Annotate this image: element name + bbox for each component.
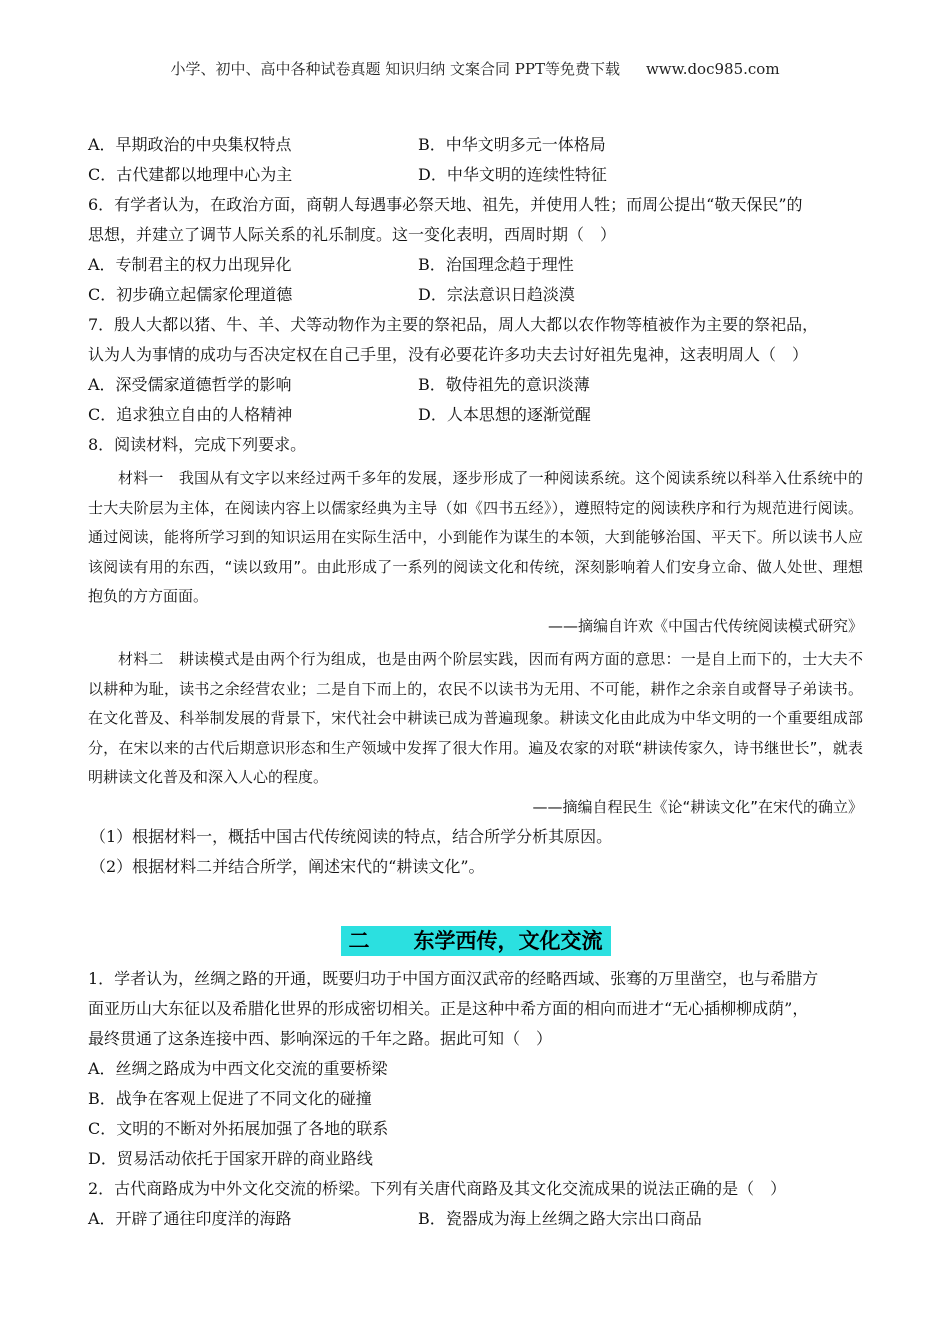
s2q2-options-row-1 <box>88 1204 863 1234</box>
section-2-number: 二 <box>345 926 374 956</box>
page-header <box>0 58 950 79</box>
q8-material-2-source: ——摘编自程民生《论“耕读文化”在宋代的确立》 <box>532 797 863 816</box>
s2q1-stem-line-2: 面亚历山大东征以及希腊化世界的形成密切相关。正是这种中希方面的相向而进才“无心插柳柳成荫”， <box>88 999 809 1018</box>
section-2-title: 东学西传，文化交流 <box>410 926 607 956</box>
q6-option-d: D．宗法意识日趋淡漠 <box>418 285 575 304</box>
q6-options-row-2 <box>88 280 863 310</box>
q5-option-b: B．中华文明多元一体格局 <box>418 135 606 154</box>
q6-stem-line-1: 6．有学者认为，在政治方面，商朝人每遇事必祭天地、祖先，并使用人牲；而周公提出“敬天保民”的 <box>88 195 803 214</box>
q8-subquestion-1: （1）根据材料一，概括中国古代传统阅读的特点，结合所学分析其原因。 <box>90 827 613 846</box>
q7-option-d: D．人本思想的逐渐觉醒 <box>418 405 591 424</box>
q6-option-c: C．初步确立起儒家伦理道德 <box>88 285 293 304</box>
q8-subquestion-2: （2）根据材料二并结合所学，阐述宋代的“耕读文化”。 <box>90 857 485 876</box>
s2q1-option-a: A．丝绸之路成为中西文化交流的重要桥梁 <box>88 1059 388 1078</box>
q7-options-row-2 <box>88 400 863 430</box>
q8-material-1-source: ——摘编自许欢《中国古代传统阅读模式研究》 <box>547 616 863 635</box>
q6-options-row-1 <box>88 250 863 280</box>
page-content <box>88 130 863 1234</box>
section-2-heading <box>88 926 863 958</box>
s2q2-stem: 2．古代商路成为中外文化交流的桥梁。下列有关唐代商路及其文化交流成果的说法正确的是（ ） <box>88 1179 787 1198</box>
q5-options-row-1 <box>88 130 863 160</box>
s2q2-option-b: B．瓷器成为海上丝绸之路大宗出口商品 <box>418 1209 702 1228</box>
s2q1-stem-line-3: 最终贯通了这条连接中西、影响深远的千年之路。据此可知（ ） <box>88 1029 553 1048</box>
header-text: 小学、初中、高中各种试卷真题 知识归纳 文案合同 PPT等免费下载 <box>170 60 620 78</box>
q6-stem-line-2: 思想，并建立了调节人际关系的礼乐制度。这一变化表明，西周时期（ ） <box>88 225 617 244</box>
q8-material-1: 材料一 我国从有文字以来经过两千多年的发展，逐步形成了一种阅读系统。这个阅读系统以科举入仕系统中的士大夫阶层为主体，在阅读内容上以儒家经典为主导（如《四书五经》），遵照特定的阅读秩序和行为规范进行阅读。通过阅读，能将所学习到的知识运用在实际生活中，小到能作为谋生的本领，大到能够治国、平天下。所以读书人应该阅读有用的东西，“读以致用”。由此形成了一系列的阅读文化和传统，深刻影响着人们安身立命、做人处世、理想抱负的方方面面。 <box>88 469 863 605</box>
s2q1-stem-line-1: 1．学者认为，丝绸之路的开通，既要归功于中国方面汉武帝的经略西域、张骞的万里凿空，也与希腊方 <box>88 969 819 988</box>
s2q1-option-c: C．文明的不断对外拓展加强了各地的联系 <box>88 1119 389 1138</box>
q7-option-b: B．敬侍祖先的意识淡薄 <box>418 375 590 394</box>
section-2-title-highlight <box>341 926 611 956</box>
q5-options-row-2 <box>88 160 863 190</box>
q7-stem-line-1: 7．殷人大都以猪、牛、羊、犬等动物作为主要的祭祀品，周人大都以农作物等植被作为主要的祭祀品， <box>88 315 819 334</box>
q6-option-b: B．治国理念趋于理性 <box>418 255 574 274</box>
q7-options-row-1 <box>88 370 863 400</box>
s2q1-option-b: B．战争在客观上促进了不同文化的碰撞 <box>88 1089 372 1108</box>
q6-option-a: A．专制君主的权力出现异化 <box>88 255 292 274</box>
q7-option-a: A．深受儒家道德哲学的影响 <box>88 375 292 394</box>
q8-stem: 8．阅读材料，完成下列要求。 <box>88 435 307 454</box>
s2q2-option-a: A．开辟了通往印度洋的海路 <box>88 1209 292 1228</box>
q5-option-d: D．中华文明的连续性特征 <box>418 165 607 184</box>
q8-material-2: 材料二 耕读模式是由两个行为组成，也是由两个阶层实践，因而有两方面的意思：一是自上而下的，士大夫不以耕种为耻，读书之余经营农业；二是自下而上的，农民不以读书为无用、不可能，耕作之余亲自或督导子弟读书。在文化普及、科举制发展的背景下，宋代社会中耕读已成为普遍现象。耕读文化由此成为中华文明的一个重要组成部分，在宋以来的古代后期意识形态和生产领域中发挥了很大作用。遍及农家的对联“耕读传家久，诗书继世长”，就表明耕读文化普及和深入人心的程度。 <box>88 650 863 786</box>
s2q1-option-d: D．贸易活动依托于国家开辟的商业路线 <box>88 1149 373 1168</box>
q7-stem-line-2: 认为人为事情的成功与否决定权在自己手里，没有必要花许多功夫去讨好祖先鬼神，这表明周人（ ） <box>88 345 809 364</box>
q5-option-a: A．早期政治的中央集权特点 <box>88 135 292 154</box>
header-url[interactable]: www.doc985.com <box>645 60 780 78</box>
q5-option-c: C．古代建都以地理中心为主 <box>88 165 293 184</box>
q7-option-c: C．追求独立自由的人格精神 <box>88 405 293 424</box>
